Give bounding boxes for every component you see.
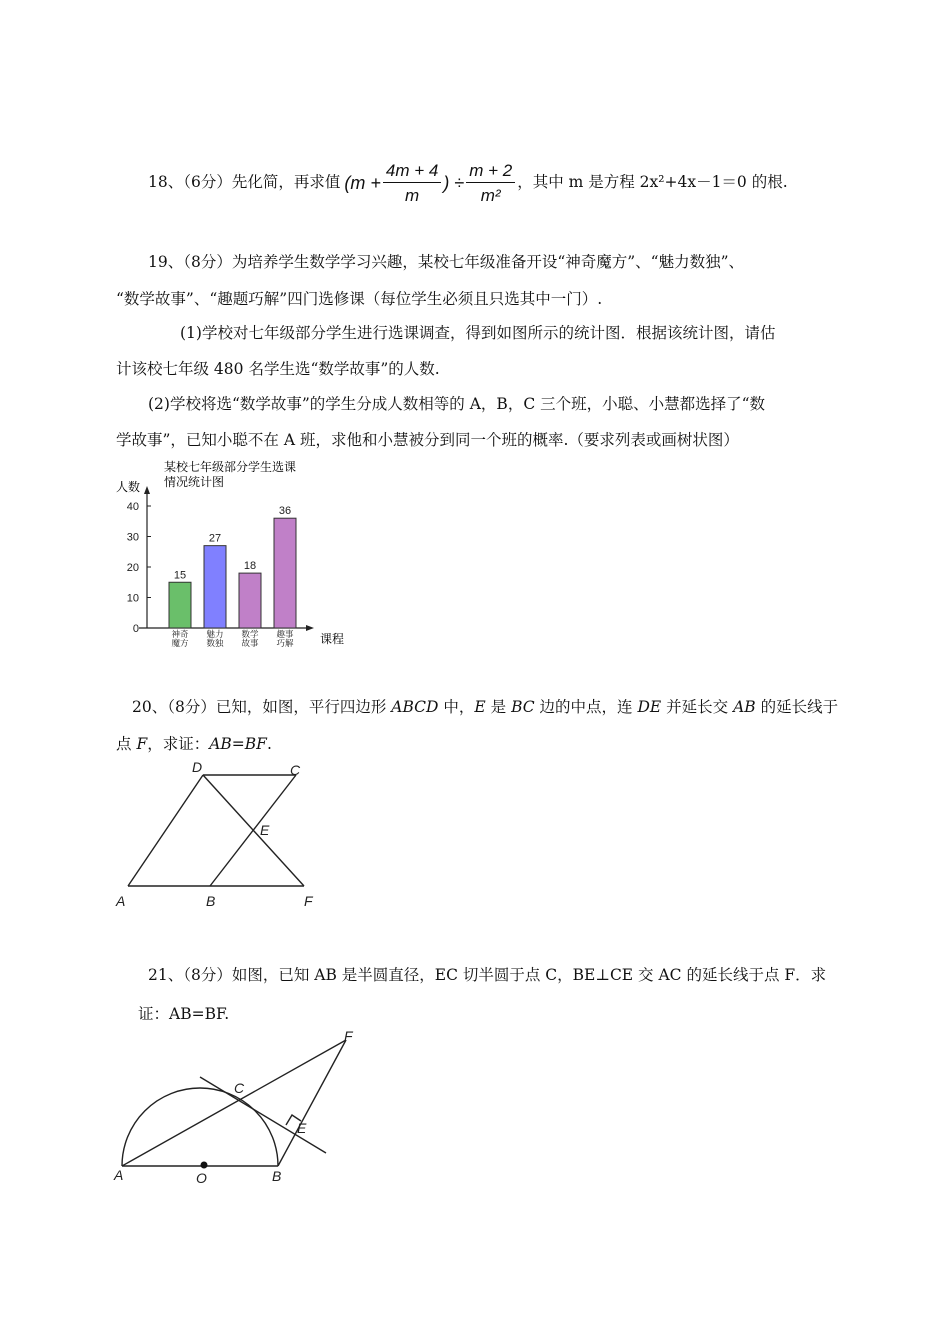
chart-y-tick-label: 0 <box>132 623 139 635</box>
q20-text-1: 20、（8分）已知，如图，平行四边形 <box>132 698 392 716</box>
q18-fraction-2-numerator: m + 2 <box>466 162 515 183</box>
q18-prefix: 18、（6分）先化简，再求值 <box>148 173 341 192</box>
q18-fraction-2 <box>466 162 515 204</box>
q20-text-8: DE <box>637 698 662 716</box>
chart-data-label: 18 <box>243 560 257 573</box>
label-B: B <box>272 1168 282 1184</box>
q20-line-1 <box>132 700 838 716</box>
semicircle-arc <box>122 1088 278 1166</box>
chart-x-axis-label: 课程 <box>320 632 345 646</box>
q20-text-4: E <box>474 698 486 716</box>
label-C: C <box>290 762 301 778</box>
q20-line2-text-2: F <box>136 735 148 753</box>
label-A: A <box>114 1167 124 1183</box>
chart-bar <box>169 582 191 628</box>
q20-text-6: BC <box>511 698 535 716</box>
chart-category-label: 数学 <box>241 629 259 639</box>
chart-x-axis-arrow <box>306 625 314 631</box>
q19-line-3: (1)学校对七年级部分学生进行选课调查，得到如图所示的统计图．根据该统计图，请估 <box>180 324 776 342</box>
q20-text-11: 的延长线于 <box>755 698 839 716</box>
q19-line-1: 19、（8分）为培养学生数学学习兴趣，某校七年级准备开设“神奇魔方”、“魅力数独”、 <box>148 253 745 271</box>
chart-y-tick-label: 10 <box>126 592 139 605</box>
chart-category-label: 数独 <box>206 638 224 648</box>
segment-AD <box>128 775 203 886</box>
tangent-line-CE <box>200 1077 326 1153</box>
q20-line2-text-1: 点 <box>116 735 137 753</box>
q18-fraction-1 <box>383 162 441 204</box>
parallelogram-figure <box>100 755 340 915</box>
q18-close-divide: ) ÷ <box>443 173 465 193</box>
chart-bar <box>274 518 296 628</box>
q18-open: (m + <box>344 173 381 193</box>
chart-title-line-2: 情况统计图 <box>164 475 225 489</box>
bar-chart <box>100 455 360 655</box>
chart-category-label: 魅力 <box>206 629 224 639</box>
q20-text-7: 边的中点，连 <box>534 698 638 716</box>
chart-y-tick-label: 30 <box>126 531 139 544</box>
q18-fraction-2-denominator: m² <box>480 186 501 205</box>
q20-text-2: ABCD <box>391 698 439 716</box>
chart-y-tick-label: 40 <box>126 501 139 513</box>
label-C: C <box>234 1080 245 1096</box>
chart-category-label: 魔方 <box>171 638 189 648</box>
semicircle-figure <box>100 1025 370 1195</box>
q20-text-3: 中， <box>438 698 475 716</box>
chart-y-axis-arrow <box>144 486 150 494</box>
chart-data-label: 36 <box>278 505 292 518</box>
label-A: A <box>116 893 126 909</box>
q20-line2-text-5: . <box>266 735 272 753</box>
q20-text-10: AB <box>733 698 756 716</box>
q18-fraction-1-numerator: 4m + 4 <box>383 162 441 183</box>
q20-line2-text-3: ，求证： <box>147 735 210 753</box>
q19-line-2: “数学故事”、“趣题巧解”四门选修课（每位学生必须且只选其中一门）. <box>116 290 603 308</box>
chart-y-tick-label: 20 <box>126 562 139 574</box>
q20-line2-text-4: AB=BF <box>209 735 267 753</box>
chart-title-line-1: 某校七年级部分学生选课 <box>164 460 297 474</box>
label-D: D <box>192 759 203 775</box>
label-O: O <box>196 1170 207 1186</box>
chart-category-label: 巧解 <box>276 638 294 648</box>
center-point-O <box>201 1162 208 1169</box>
question-18 <box>148 158 788 208</box>
label-E: E <box>297 1120 307 1136</box>
chart-bars <box>169 505 296 628</box>
chart-category-labels <box>171 629 294 648</box>
q19-line-4: 计该校七年级 480 名学生选“数学故事”的人数. <box>116 360 440 378</box>
chart-category-label: 故事 <box>241 638 259 648</box>
segment-DF <box>203 775 304 886</box>
label-B: B <box>206 893 216 909</box>
q20-line-2 <box>116 737 272 753</box>
label-E: E <box>260 822 270 838</box>
q21-line-1: 21、（8分）如图，已知 AB 是半圆直径，EC 切半圆于点 C，BE⊥CE 交 AC 的延长线于点 F．求 <box>148 966 827 984</box>
label-F: F <box>344 1028 353 1044</box>
chart-bar <box>204 546 226 628</box>
q18-suffix: ，其中 m 是方程 2x²+4x－1＝0 的根. <box>517 173 788 192</box>
q19-line-6: 学故事”，已知小聪不在 A 班，求他和小慧被分到同一个班的概率.（要求列表或画树状图） <box>116 431 739 449</box>
q20-text-9: 并延长交 <box>661 698 734 716</box>
q19-line-5: (2)学校将选“数学故事”的学生分成人数相等的 A，B，C 三个班，小聪、小慧都选择了“数 <box>148 395 766 413</box>
q18-fraction-1-denominator: m <box>405 186 420 205</box>
q21-line-2: 证：AB=BF. <box>138 1005 230 1023</box>
chart-category-label: 神奇 <box>171 629 189 639</box>
chart-data-label: 15 <box>173 569 187 582</box>
chart-category-label: 趣事 <box>276 629 294 639</box>
chart-y-axis-label: 人数 <box>116 480 141 494</box>
chart-bar <box>239 573 261 628</box>
q20-text-5: 是 <box>485 698 512 716</box>
chart-data-label: 27 <box>208 532 222 545</box>
label-F: F <box>304 893 313 909</box>
